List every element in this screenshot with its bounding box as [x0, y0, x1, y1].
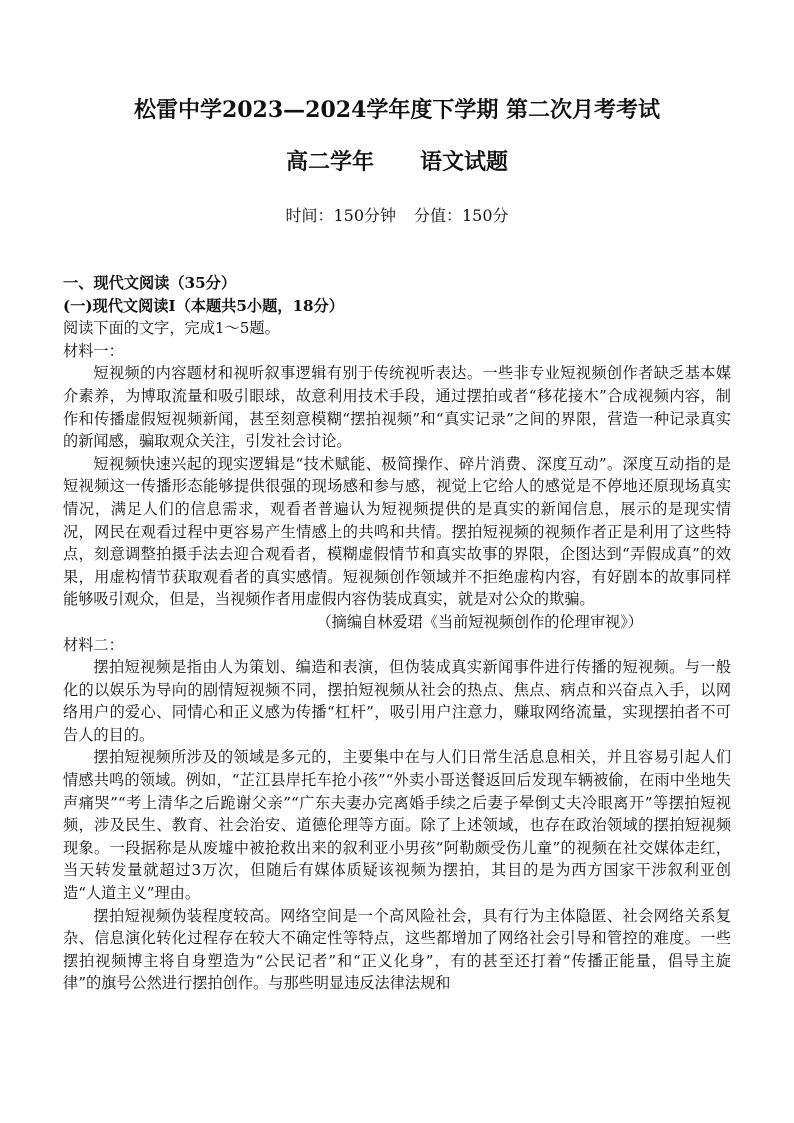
score-label: 分值：150分 [414, 206, 509, 225]
exam-subtitle [63, 145, 731, 176]
material1-label: 材料一： [63, 341, 124, 360]
material2-paragraph: 摆拍短视频伪装程度较高。网络空间是一个高风险社会，具有行为主体隐匿、社会网络关系复杂、信息演化转化过程存在较大不确定性等特点，这些都增加了网络社会引导和管控的难度。一些摆拍视频博主将自身塑造为“公民记者”和“正义化身”，有的甚至还打着“传播正能量，倡导主旋律”的旗号公然进行摆拍创作。与那些明显违反法律法规和 [63, 906, 731, 993]
grade-label: 高二学年 [285, 149, 374, 175]
instruction: 阅读下面的文字，完成1～5题。 [63, 319, 280, 338]
material2-paragraph: 摆拍短视频所涉及的领域是多元的，主要集中在与人们日常生活息息相关，并且容易引起人们情感共鸣的领域。例如，“芷江县岸托车抢小孩”“外卖小哥送餐返回后发现车辆被偷，在雨中坐地失声痛哭”“考上清华之后跪谢父亲”“广东夫妻办完离婚手续之后妻子晕倒丈夫冷眼离开”等摆拍短视频，涉及民生、教育、社会治安、道德伦理等方面。除了上述领域，也存在政治领域的摆拍短视频现象。一段据称是从废墟中被抢救出来的叙利亚小男孩“阿勒颇受伤儿童”的视频在社交媒体走红，当天转发量就超过3万次，但随后有媒体质疑该视频为摆拍，其目的是为西方国家干涉叙利亚创造“人道主义”理由。 [63, 748, 731, 903]
material1-source: （摘编自林爱珺《当前短视频创作的伦理审视》） [316, 612, 643, 631]
reading-section [63, 272, 731, 995]
material1-paragraph: 短视频的内容题材和视听叙事逻辑有别于传统视听表达。一些非专业短视频创作者缺乏基本媒介素养，为博取流量和吸引眼球，故意利用技术手段，通过摆拍或者“移花接木”合成视频内容，制作和传播虚假短视频新闻，甚至刻意模糊“摆拍视频”和“真实记录”之间的界限，营造一种记录真实的新闻感，骗取观众关注，引发社会讨论。 [63, 364, 731, 451]
time-label: 时间：150分钟 [285, 206, 396, 225]
material2-label: 材料二： [63, 635, 124, 654]
exam-title: 松雷中学2023—2024学年度下学期 第二次月考考试 [133, 97, 661, 123]
exam-meta [63, 203, 731, 226]
material1-paragraph: 短视频快速兴起的现实逻辑是“技术赋能、极简操作、碎片消费、深度互动”。深度互动指的是短视频这一传播形态能够提供很强的现场感和参与感，视觉上它给人的感觉是不停地还原现场真实情况，满足人们的信息需求，观看者普遍认为短视频提供的是真实的新闻信息，展示的是现实情况，网民在观看过程中更容易产生情感上的共鸣和共情。摆拍短视频的视频作者正是利用了这些特点，刻意调整拍摄手法去迎合观看者，模糊虚假情节和真实故事的界限，企图达到“弄假成真”的效果，用虚构情节获取观看者的真实感情。短视频创作领域并不拒绝虚构内容，有好剧本的故事同样能够吸引观众，但是，当视频作者用虚假内容伪装成真实，就是对公众的欺骗。 [63, 454, 731, 609]
section-subheading: (一)现代文阅读Ⅰ（本题共5小题，18分） [63, 296, 344, 315]
material2-paragraph: 摆拍短视频是指由人为策划、编造和表演，但伪装成真实新闻事件进行传播的短视频。与一般化的以娱乐为导向的剧情短视频不同，摆拍短视频从社会的热点、焦点、病点和兴奋点入手，以网络用户的爱心、同情心和正义感为传播“杠杆”，吸引用户注意力，赚取网络流量，实现摆拍者不可告人的目的。 [63, 658, 731, 744]
subject-label: 语文试题 [420, 149, 509, 175]
section-heading: 一、现代文阅读（35分） [63, 274, 237, 292]
